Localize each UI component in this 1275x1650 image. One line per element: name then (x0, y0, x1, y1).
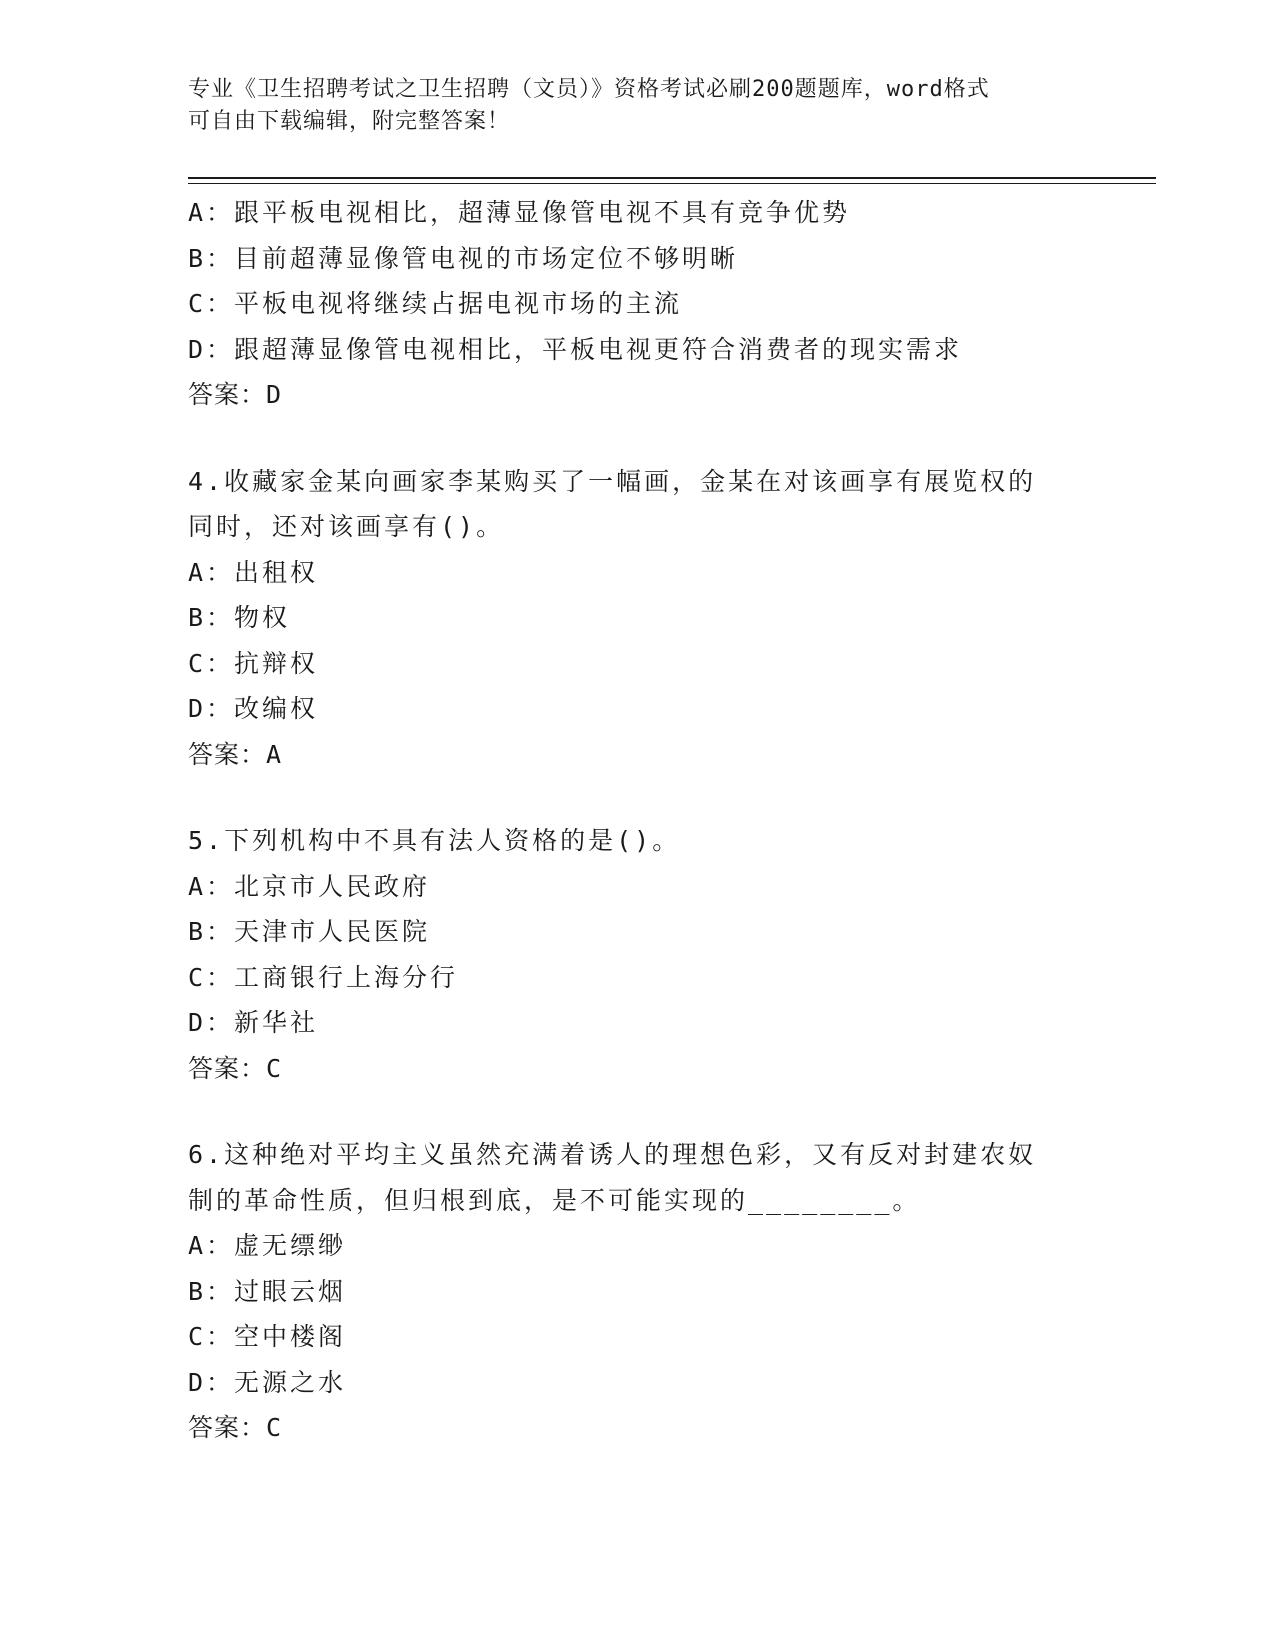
question-4-stem-line-2: 同时，还对该画享有()。 (188, 512, 505, 541)
question-list (188, 190, 1088, 1451)
question-6-option-d: D：无源之水 (188, 1367, 347, 1397)
question-3-option-b: B：目前超薄显像管电视的市场定位不够明晰 (188, 243, 739, 273)
answer-label: 答案： (188, 1413, 267, 1442)
question-3-option-a: A：跟平板电视相比，超薄显像管电视不具有竞争优势 (188, 198, 851, 227)
question-6-stem-line-1: 6.这种绝对平均主义虽然充满着诱人的理想色彩，又有反对封建农奴 (188, 1140, 1037, 1169)
header-divider-thick (188, 177, 1156, 179)
question-4-option-a: A：出租权 (188, 557, 319, 587)
answer-value: C (266, 1413, 283, 1442)
question-6-block (188, 1132, 1088, 1451)
question-3-option-c: C：平板电视将继续占据电视市场的主流 (188, 289, 683, 318)
answer-value: D (266, 380, 283, 409)
header-line-1: 专业《卫生招聘考试之卫生招聘（文员）》资格考试必刷200题题库，word格式 (188, 77, 990, 102)
question-5-option-c: C：工商银行上海分行 (188, 962, 459, 992)
header-divider-thin (188, 183, 1156, 184)
question-4-answer (188, 732, 1088, 778)
question-4-stem-line-1: 4.收藏家金某向画家李某购买了一幅画，金某在对该画享有展览权的 (188, 466, 1037, 496)
question-3-option-d: D：跟超薄显像管电视相比，平板电视更符合消费者的现实需求 (188, 334, 963, 364)
question-6-answer (188, 1405, 1088, 1451)
answer-value: C (266, 1053, 283, 1083)
answer-label: 答案： (188, 739, 267, 769)
question-5-option-b: B：天津市人民医院 (188, 917, 431, 946)
question-4-option-c: C：抗辩权 (188, 648, 319, 678)
question-5-block (188, 818, 1088, 1091)
question-4-block (188, 459, 1088, 778)
question-6-option-c: C：空中楼阁 (188, 1322, 347, 1351)
question-5-answer (188, 1046, 1088, 1092)
document-header (188, 74, 1088, 138)
question-6-stem-line-2: 制的革命性质，但归根到底，是不可能实现的________。 (188, 1185, 921, 1215)
question-5-stem-line-1: 5.下列机构中不具有法人资格的是()。 (188, 826, 681, 855)
header-line-2: 可自由下载编辑，附完整答案！ (188, 109, 511, 134)
answer-value: A (266, 739, 283, 769)
question-6-option-b: B：过眼云烟 (188, 1276, 347, 1306)
question-5-option-a: A：北京市人民政府 (188, 871, 431, 901)
question-3-answer (188, 372, 1088, 418)
question-6-option-a: A：虚无缥缈 (188, 1231, 347, 1260)
question-4-option-b: B：物权 (188, 603, 291, 632)
question-5-option-d: D：新华社 (188, 1008, 319, 1037)
question-4-option-d: D：改编权 (188, 694, 319, 723)
answer-label: 答案： (188, 1053, 267, 1083)
question-3-block (188, 190, 1088, 418)
answer-label: 答案： (188, 380, 267, 409)
